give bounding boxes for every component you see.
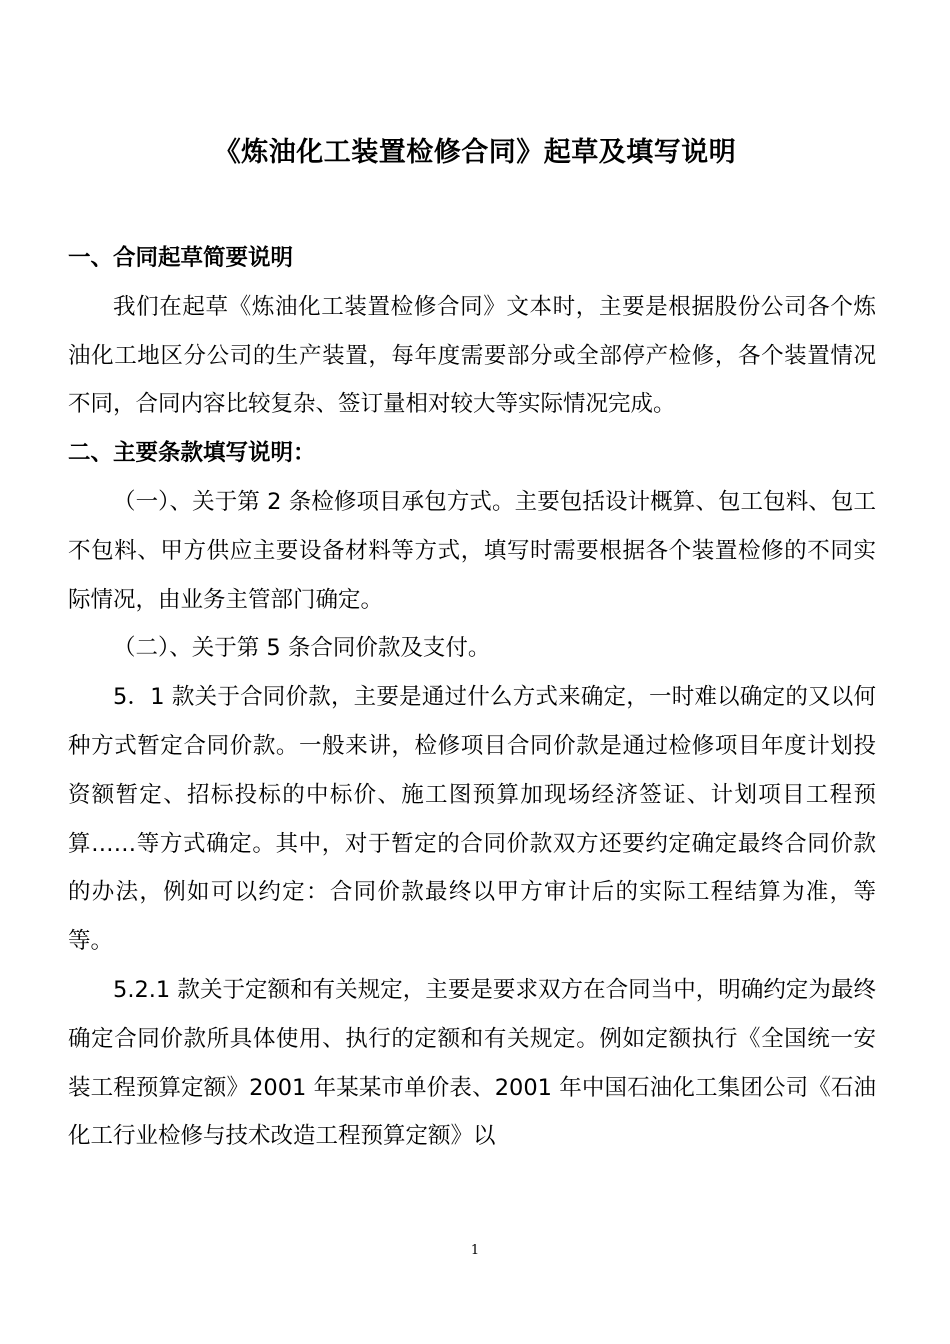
section-heading-1: 一、合同起草简要说明 [68, 245, 294, 271]
section-2-paragraph-3: 5．1 款关于合同价款，主要是通过什么方式来确定，一时难以确定的又以何种方式暂定合同价款。一般来讲，检修项目合同价款是通过检修项目年度计划投资额暂定、招标投标的中标价、施工图预算加现场经济签证、计划项目工程预算……等方式确定。其中，对于暂定的合同价款双方还要约定确定最终合同价款的办法，例如可以约定：合同价款最终以甲方审计后的实际工程结算为准，等等。 [68, 684, 876, 955]
page-number: 1 [470, 1243, 480, 1258]
section-2-paragraph-2: （二）、关于第 5 条合同价款及支付。 [113, 635, 491, 662]
section-1-paragraph-1: 我们在起草《炼油化工装置检修合同》文本时，主要是根据股份公司各个炼油化工地区分公司的生产装置，每年度需要部分或全部停产检修，各个装置情况不同，合同内容比较复杂、签订量相对较大等实际情况完成。 [68, 293, 876, 418]
document-title: 《炼油化工装置检修合同》起草及填写说明 [213, 137, 737, 168]
section-2-paragraph-1: （一）、关于第 2 条检修项目承包方式。主要包括设计概算、包工包料、包工不包料、甲方供应主要设备材料等方式，填写时需要根据各个装置检修的不同实际情况，由业务主管部门确定。 [68, 488, 876, 613]
document-body [68, 234, 876, 1161]
section-2-paragraph-4: 5.2.1 款关于定额和有关规定，主要是要求双方在合同当中，明确约定为最终确定合同价款所具体使用、执行的定额和有关规定。例如定额执行《全国统一安装工程预算定额》2001 年某某市单价表、2001 年中国石油化工集团公司《石油化工行业检修与技术改造工程预算定额》以 [68, 976, 876, 1150]
section-heading-2: 二、主要条款填写说明： [68, 440, 316, 467]
